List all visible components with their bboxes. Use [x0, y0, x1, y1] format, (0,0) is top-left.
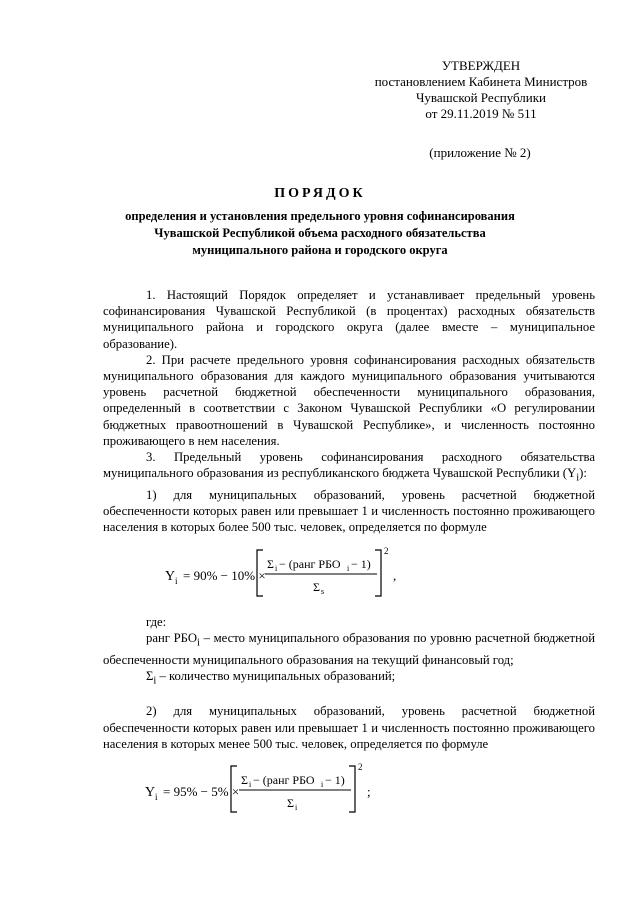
formula-1: [103, 536, 595, 600]
formula-1-num-rest: − (ранг РБО: [279, 556, 341, 571]
approved-label: УТВЕРЖДЕН: [441, 58, 521, 73]
formula-1-right-bracket: [375, 550, 381, 596]
formula-1-graphic: [103, 536, 595, 600]
paragraph-3-end: ):: [579, 466, 587, 481]
formula-1-power: 2: [384, 545, 389, 556]
formula-1-trail: ,: [393, 567, 397, 583]
sigma-symbol: Σ: [146, 668, 154, 683]
paragraph-1: 1. Настоящий Порядок определяет и устанавливает предельный уровень софинансирования Чувашской Республикой (в процентах) расходных обязательств муниципального района и городского округа (далее вместе – муниципальное образование).: [103, 288, 595, 351]
formula-2-graphic: [103, 752, 595, 816]
document-title: ПОРЯДОК: [274, 186, 366, 201]
formula-1-den-sigma: Σ: [313, 579, 320, 594]
formula-1-den-sub: s: [321, 586, 325, 596]
subtitle-line-1: определения и установления предельного уровня софинансирования: [125, 209, 515, 223]
subtitle-line-3: муниципального района и городского округа: [192, 243, 448, 257]
formula-2-lhs-sub: i: [155, 792, 158, 803]
paragraph-3-text: 3. Предельный уровень софинансирования расходного обязательства муниципального образования из республиканского бюджета Чувашской Республики (Y: [103, 450, 595, 481]
approval-line-1: постановлением Кабинета Министров: [374, 74, 588, 89]
formula-2-den-sub: i: [295, 803, 298, 813]
paragraph-2: 2. При расчете предельного уровня софинансирования расходных обязательств муниципального образования для каждого муниципального образования учитываются уровень расчетной бюджетной обеспеченности муниципального образования, определенный в соответствии с Законом Чувашской Республики «О регулировании бюджетных правоотношений в Чувашской Республике», и численность постоянно проживающего в нем населения.: [103, 352, 595, 448]
where-label: [103, 614, 595, 630]
formula-2-num-rest: − (ранг РБО: [253, 773, 315, 788]
rank-pre: ранг РБО: [146, 630, 198, 645]
paragraph-3: [103, 449, 595, 487]
subtitle-line-2: Чувашской Республикой объема расходного обязательства: [154, 226, 486, 240]
formula-1-num-sigma: Σ: [267, 556, 274, 571]
approval-line-3: от 29.11.2019 № 511: [425, 106, 537, 121]
formula-2-num-sub: i: [249, 780, 252, 790]
formula-1-rhs: = 90% − 10% ×: [183, 567, 266, 583]
formula-2-lhs: Y: [145, 785, 156, 801]
formula-2-power: 2: [358, 762, 363, 773]
rank-text: – место муниципального образования по уровню расчетной бюджетной обеспеченности муниципального образования на текущий финансовый год;: [103, 630, 596, 667]
formula-2: [103, 752, 595, 816]
appendix-note: (приложение № 2): [429, 145, 531, 160]
formula-2-num-sigma: Σ: [241, 773, 248, 788]
approval-block: [356, 58, 606, 122]
sigma-definition: [103, 668, 595, 690]
paragraph-3-sub: i: [576, 472, 580, 484]
formula-1-num-sub: i: [275, 563, 278, 573]
paragraph-5: 2) для муниципальных образований, уровень расчетной бюджетной обеспеченности которых равен или превышает 1 и численность постоянно проживающего населения в которых менее 500 тыс. человек, определяется по формуле: [103, 704, 595, 751]
formula-1-num-tail: − 1): [351, 556, 371, 571]
sigma-sub: i: [153, 675, 157, 687]
formula-1-num-rest-sub: i: [347, 563, 350, 573]
formula-2-den-sigma: Σ: [287, 796, 294, 811]
formula-2-num-tail: − 1): [325, 773, 345, 788]
formula-2-rhs: = 95% − 5% ×: [163, 784, 240, 800]
formula-1-lhs-sub: i: [175, 575, 178, 586]
formula-2-trail: ;: [367, 784, 371, 800]
sigma-text: – количество муниципальных образований;: [156, 668, 396, 683]
paragraph-4: 1) для муниципальных образований, уровень расчетной бюджетной обеспеченности которых равен или превышает 1 и численность постоянно проживающего населения в которых более 500 тыс. человек, определяется по формуле: [103, 487, 595, 535]
formula-1-lhs: Y: [165, 568, 176, 584]
where-text: где:: [146, 614, 167, 629]
formula-2-num-rest-sub: i: [321, 780, 324, 790]
formula-2-right-bracket: [349, 766, 355, 812]
rank-definition: [103, 630, 595, 668]
document-body: [103, 287, 595, 816]
document-subtitle: [80, 208, 560, 259]
approval-line-2: Чувашской Республики: [415, 90, 547, 105]
rank-sub: i: [197, 637, 200, 649]
